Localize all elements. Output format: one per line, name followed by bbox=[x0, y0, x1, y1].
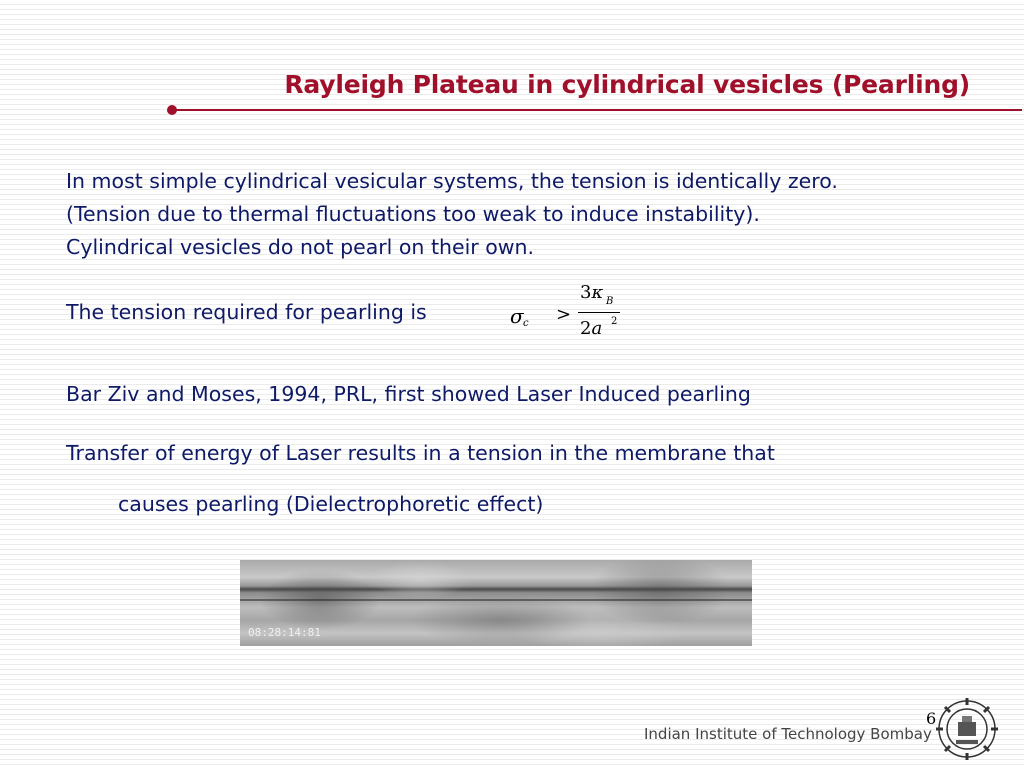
intro-line-3: Cylindrical vesicles do not pearl on their own. bbox=[66, 235, 535, 259]
micrograph-timestamp: 08:28:14:81 bbox=[248, 626, 321, 639]
formula-denominator-coef: 2 bbox=[580, 318, 592, 339]
formula-radius: a bbox=[591, 318, 603, 339]
iit-bombay-emblem-icon bbox=[934, 696, 1000, 762]
formula-kappa: κ bbox=[591, 282, 604, 303]
intro-paragraph bbox=[66, 165, 838, 264]
transfer-line-1: Transfer of energy of Laser results in a tension in the membrane that bbox=[66, 441, 775, 465]
tension-formula bbox=[510, 282, 640, 344]
page-number: 6 bbox=[926, 709, 937, 728]
pearling-micrograph bbox=[240, 560, 752, 646]
formula-numerator-coef: 3 bbox=[580, 282, 592, 303]
formula-fraction-bar bbox=[578, 312, 620, 313]
institute-name: Indian Institute of Technology Bombay bbox=[644, 725, 932, 743]
transfer-line-2: causes pearling (Dielectrophoretic effect) bbox=[118, 492, 544, 516]
micrograph-vesicle-line bbox=[240, 599, 752, 601]
barziv-paragraph: Bar Ziv and Moses, 1994, PRL, first showed Laser Induced pearling bbox=[66, 382, 751, 406]
intro-line-1: In most simple cylindrical vesicular systems, the tension is identically zero. bbox=[66, 169, 838, 193]
intro-line-2: (Tension due to thermal fluctuations too weak to induce instability). bbox=[66, 202, 760, 226]
formula-sigma: σ bbox=[510, 304, 524, 328]
formula-numerator bbox=[580, 282, 603, 303]
formula-radius-superscript: 2 bbox=[611, 316, 618, 327]
formula-denominator bbox=[580, 318, 602, 339]
title-rule bbox=[172, 109, 1022, 111]
tension-text: The tension required for pearling is bbox=[66, 300, 427, 324]
formula-sigma-subscript: c bbox=[523, 318, 529, 329]
formula-kappa-subscript: B bbox=[606, 296, 614, 307]
slide-title: Rayleigh Plateau in cylindrical vesicles (Pearling) bbox=[284, 70, 970, 99]
formula-relation: > bbox=[556, 304, 572, 325]
